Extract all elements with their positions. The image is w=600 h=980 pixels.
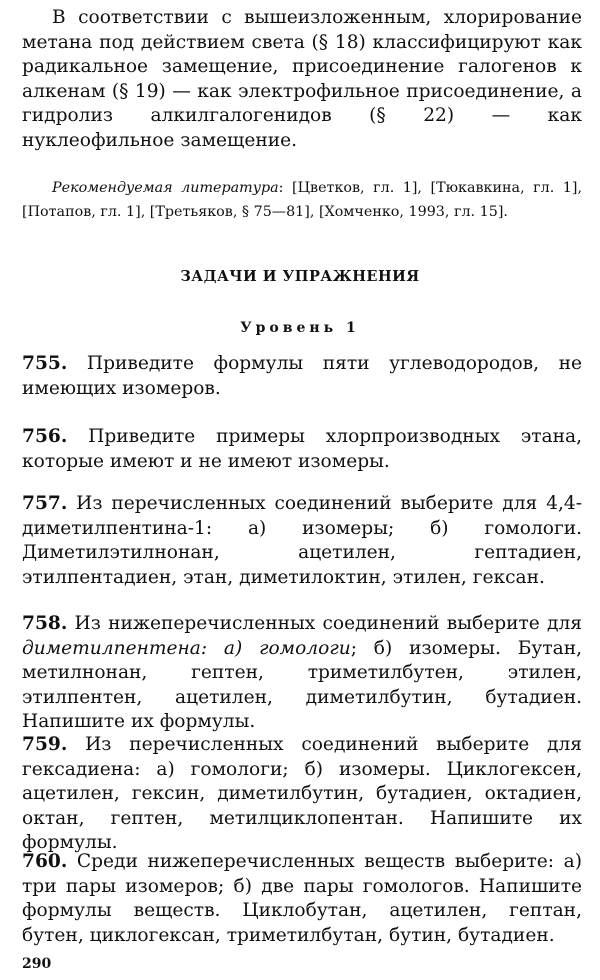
problem-text: Из нижеперечисленных соединений выберите для xyxy=(74,613,582,634)
problem-text: ; б) изомеры. Бутан, метилнонан, гептен, триметилбутен, этилен, этилпентен, ацетилен, диметилбутин, бутадиен. Напишите их формулы. xyxy=(22,637,582,733)
problem-756 xyxy=(22,425,582,474)
problem-text: Приведите формулы пяти углеводородов, не имеющих изомеров. xyxy=(22,353,582,399)
problem-759 xyxy=(22,733,582,856)
recommended-literature xyxy=(22,176,582,224)
problem-757 xyxy=(22,492,582,590)
section-title: ЗАДАЧИ И УПРАЖНЕНИЯ xyxy=(180,268,420,285)
intro-paragraph: В соответствии с вышеизложенным, хлорирование метана под действием света (§ 18) классифицируют как радикальное замещение, присоединение галогенов к алкенам (§ 19) — как электрофильное присоединение, а гидролиз алкилгалогенидов (§ 22) — как нуклеофильное замещение. xyxy=(22,7,582,151)
problem-number: 759. xyxy=(22,734,68,755)
problem-755 xyxy=(22,352,582,401)
problem-760 xyxy=(22,850,582,948)
level-title: Уровень 1 xyxy=(240,320,360,336)
problem-text: Приведите примеры хлорпроизводных этана, которые имеют и не имеют изомеры. xyxy=(22,426,582,472)
problem-text: Из перечисленных соединений выберите для 4,4-диметилпентина-1: а) изомеры; б) гомологи. Диметилэтилнонан, ацетилен, гептадиен, этилпентадиен, этан, диметилоктин, этилен, гексан. xyxy=(22,493,582,588)
problem-text-italic: диметилпентена: а) гомологи xyxy=(22,637,351,659)
problem-number: 756. xyxy=(22,426,68,447)
problem-text: Из перечисленных соединений выберите для гексадиена: а) гомологи; б) изомеры. Циклогексен, ацетилен, гексин, диметилбутин, бутадиен, октадиен, октан, гептен, метилциклопентан. Напишите их формулы. xyxy=(22,734,582,854)
literature-references: : [Цветков, гл. 1], [Тюкавкина, гл. 1], [Потапов, гл. 1], [Третьяков, § 75—81], [Хомченко, 1993, гл. 15]. xyxy=(22,180,582,220)
problem-text: Среди нижеперечисленных веществ выберите: а) три пары изомеров; б) две пары гомологов. Напишите формулы веществ. Циклобутан, ацетилен, гептан, бутен, циклогексан, триметилбутан, бутин, бутадиен. xyxy=(22,851,582,946)
literature-label: Рекомендуемая литература xyxy=(52,180,279,196)
problem-758 xyxy=(22,612,582,735)
problem-number: 758. xyxy=(22,613,68,634)
problem-number: 757. xyxy=(22,493,68,514)
problem-number: 755. xyxy=(22,353,68,374)
problem-number: 760. xyxy=(22,851,68,872)
page-number: 290 xyxy=(22,956,52,972)
